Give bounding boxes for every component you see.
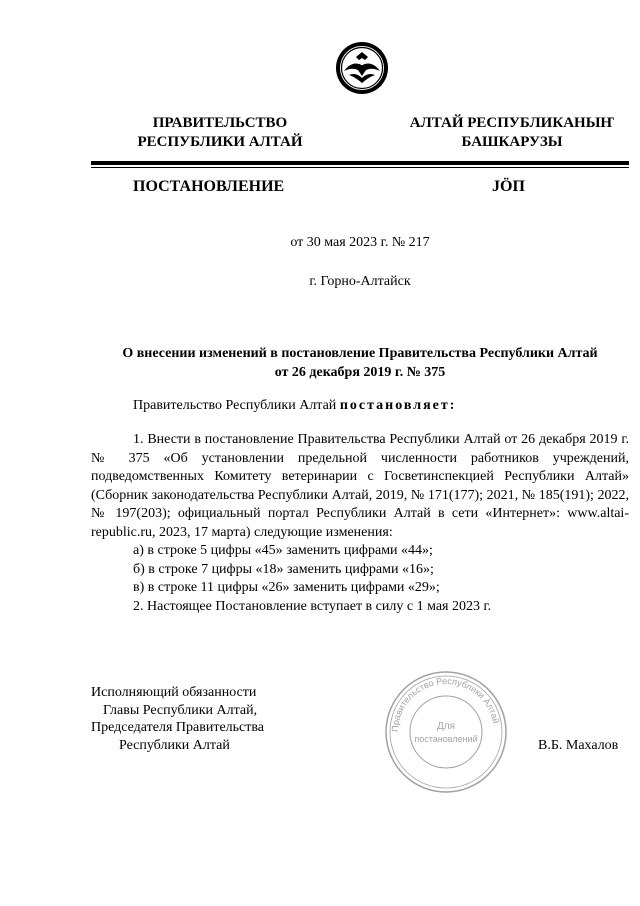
preamble-text: Правительство Республики Алтай [133, 398, 340, 413]
title-line-1: О внесении изменений в постановление Правительства Республики Алтай [122, 346, 598, 361]
document-body [91, 431, 629, 616]
signature-block [91, 684, 264, 754]
header-left-line-2: РЕСПУБЛИКИ АЛТАЙ [137, 134, 303, 150]
document-title [91, 344, 629, 382]
sub-item-b: б) в строке 7 цифры «18» заменить цифрами «16»; [133, 561, 434, 577]
sub-item-a: а) в строке 5 цифры «45» заменить цифрами «44»; [133, 543, 433, 558]
stamp-center-line-2: постановлений [414, 734, 478, 744]
paragraph-1: 1. Внести в постановление Правительства Республики Алтай от 26 декабря 2019 г. № 375 «Об установлении предельной численности работников учреждений, подведомственных Комитету ветеринарии с Госветинспекцией Республики Алтай» (Сборник законодательства Республики Алтай, 2019, № 171(177); 2021, № 185(191); 2022, № 197(203); официальный портал Республики Алтай в сети «Интернет»: www.altai-republic.ru, 2023, 17 марта) следующие изменения: [91, 432, 629, 540]
signature-line-4: Республики Алтай [119, 737, 230, 753]
header-divider-thin [91, 167, 629, 168]
header-right [392, 114, 632, 152]
header-left-line-1: ПРАВИТЕЛЬСТВО [152, 115, 288, 131]
signatory-name: В.Б. Махалов [538, 738, 619, 753]
paragraph-2: 2. Настоящее Постановление вступает в силу с 1 мая 2023 г. [133, 598, 492, 614]
sub-item-c: в) в строке 11 цифры «26» заменить цифрами «29»; [133, 580, 440, 595]
header-right-line-1: АЛТАЙ РЕСПУБЛИКАНЫҤ [409, 115, 615, 131]
signature-line-1: Исполняющий обязанности [91, 685, 257, 700]
doc-type-alt: JÖП [492, 178, 525, 195]
header-right-line-2: БАШКАРУЗЫ [461, 134, 563, 150]
stamp-ring-text: Правительство Республики Алтай [389, 675, 502, 733]
official-stamp [383, 669, 509, 795]
header-divider-thick [91, 161, 629, 165]
stamp-center-line-1: Для [436, 721, 456, 732]
title-line-2: от 26 декабря 2019 г. № 375 [274, 365, 446, 380]
emblem-icon [334, 40, 390, 96]
doc-type-ru: ПОСТАНОВЛЕНИЕ [133, 178, 285, 195]
date-number-line: от 30 мая 2023 г. № 217 [290, 235, 430, 250]
preamble-emphasis: постановляет: [339, 398, 457, 413]
signature-line-2: Главы Республики Алтай, [103, 702, 258, 718]
signature-line-3: Председателя Правительства [91, 720, 265, 735]
city-line: г. Горно-Алтайск [309, 274, 411, 289]
preamble [133, 398, 456, 414]
header-left [100, 114, 340, 152]
